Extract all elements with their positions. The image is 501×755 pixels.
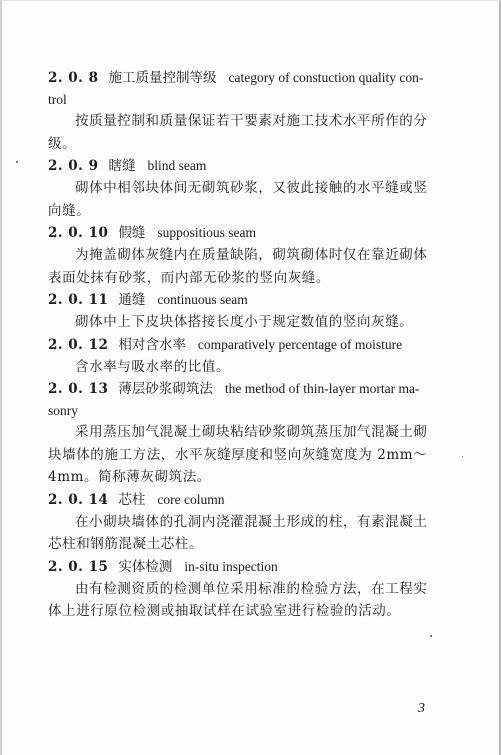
definition: 为掩盖砌体灰缝内在质量缺陷，砌筑砌体时仅在靠近砌体表面处抹有砂浆，而内部无砂浆的竖向灰缝。 <box>48 247 428 286</box>
clause-number: 2. 0. 13 <box>48 381 109 397</box>
entry-heading <box>48 289 440 311</box>
term-entry-2-0-12 <box>48 334 440 379</box>
term-en: in-situ inspection <box>184 558 278 574</box>
term-entry-2-0-9 <box>48 155 440 222</box>
entry-heading <box>48 222 440 244</box>
clause-number: 2. 0. 8 <box>48 70 99 86</box>
clause-number: 2. 0. 15 <box>48 558 109 575</box>
entry-heading <box>48 489 440 511</box>
page-number: 3 <box>418 701 425 716</box>
term-entry-2-0-8 <box>48 67 440 155</box>
term-en-continued: trol <box>48 92 67 107</box>
definition: 在小砌块墙体的孔洞内浇灌混凝土形成的柱，有素混凝土芯柱和钢筋混凝土芯柱。 <box>48 513 428 552</box>
clause-number: 2. 0. 14 <box>48 491 109 508</box>
entry-heading <box>48 378 440 400</box>
term-en: continuous seam <box>157 292 248 307</box>
definition: 由有检测资质的检测单位采用标准的检验方法，在工程实体上进行原位检测或抽取试样在试验室进行检验的活动。 <box>48 580 428 619</box>
clause-number: 2. 0. 9 <box>48 158 99 174</box>
clause-number: 2. 0. 12 <box>48 336 109 353</box>
term-entry-2-0-14 <box>48 489 440 556</box>
definition: 按质量控制和质量保证若干要素对施工技术水平所作的分级。 <box>48 113 428 152</box>
term-entry-2-0-10 <box>48 222 440 289</box>
term-zh: 假缝 <box>118 225 146 241</box>
scan-speck <box>462 456 463 457</box>
term-en: core column <box>157 491 225 507</box>
term-entry-2-0-15 <box>48 556 440 623</box>
term-en: suppositious seam <box>157 225 257 240</box>
term-en-continued: sonry <box>48 403 78 418</box>
clause-number: 2. 0. 11 <box>48 292 109 308</box>
entry-heading <box>48 556 440 578</box>
clause-number: 2. 0. 10 <box>48 225 109 241</box>
term-en: the method of thin-layer mortar ma- <box>224 381 420 396</box>
term-zh: 相对含水率 <box>118 336 186 353</box>
term-zh: 施工质量控制等级 <box>108 70 217 86</box>
entry-heading <box>48 67 440 89</box>
definition: 砌体中相邻块体间无砌筑砂浆，又彼此接触的水平缝或竖向缝。 <box>48 180 428 219</box>
term-zh: 实体检测 <box>118 558 173 575</box>
term-zh: 薄层砂浆砌筑法 <box>118 381 213 397</box>
page-content <box>48 67 440 623</box>
scan-speck <box>16 161 18 163</box>
term-zh: 瞎缝 <box>108 158 136 174</box>
definition: 砌体中上下皮块体搭接长度小于规定数值的竖向灰缝。 <box>75 314 414 330</box>
definition: 含水率与吸水率的比值。 <box>75 358 231 375</box>
definition: 采用蒸压加气混凝土砌块粘结砂浆砌筑蒸压加气混凝土砌块墙体的施工方法，水平灰缝厚度和竖向灰缝宽度为 2mm～4mm。简称薄灰砌筑法。 <box>48 424 428 485</box>
scan-speck <box>430 635 432 637</box>
term-entry-2-0-11 <box>48 289 440 334</box>
term-entry-2-0-13 <box>48 378 440 489</box>
entry-heading <box>48 155 440 177</box>
term-en: blind seam <box>147 158 207 173</box>
entry-heading <box>48 334 440 356</box>
term-en: category of constuction quality con- <box>228 70 424 85</box>
term-zh: 通缝 <box>118 292 146 308</box>
term-en: comparatively percentage of moisture <box>197 336 403 352</box>
term-zh: 芯柱 <box>118 491 146 508</box>
